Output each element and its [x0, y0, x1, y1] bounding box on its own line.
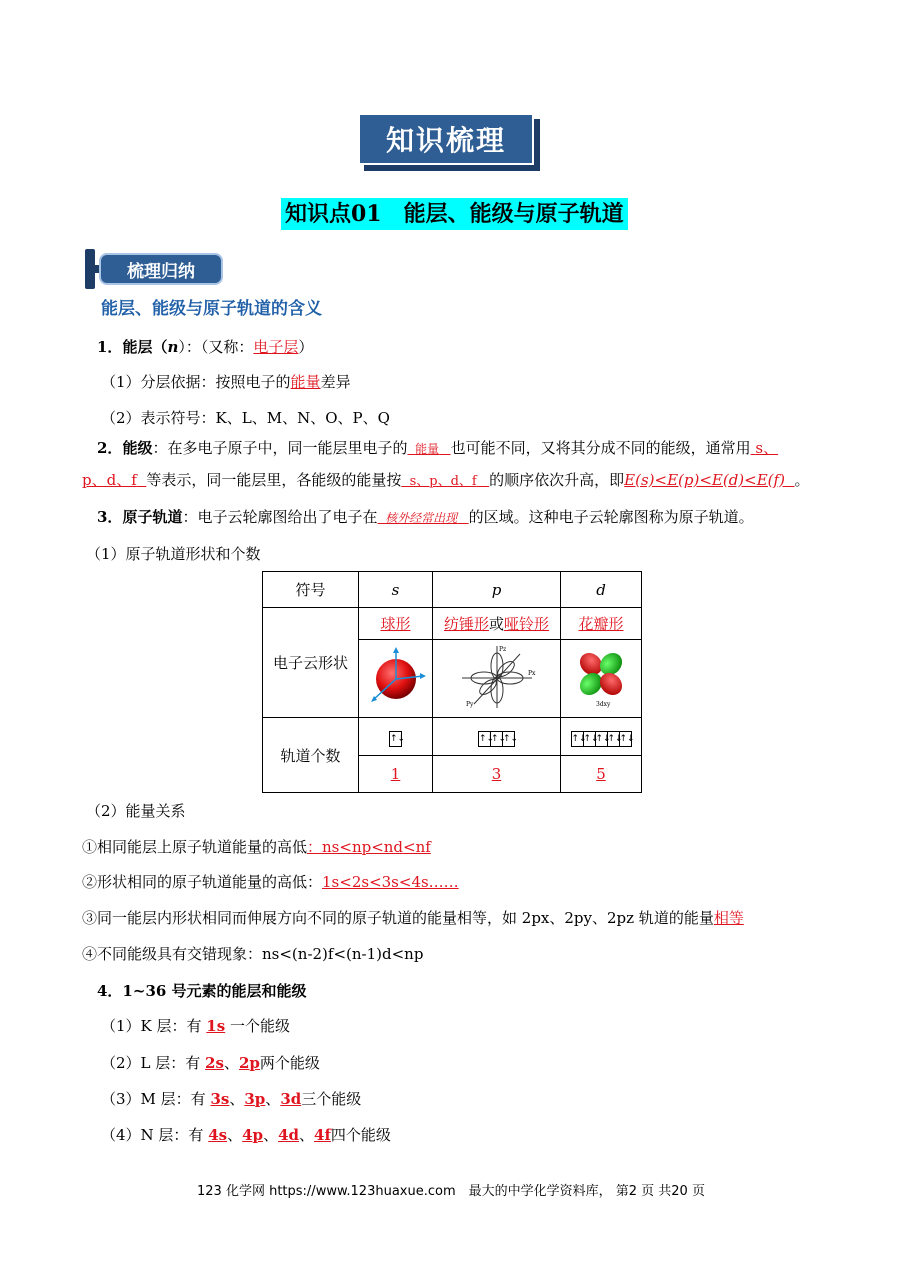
tag-label: 梳理归纳 — [127, 261, 195, 282]
svg-text:3dxy: 3dxy — [596, 700, 611, 708]
svg-text:Pz: Pz — [498, 645, 506, 653]
section-4-title: 4．1~36 号元素的能层和能级 — [97, 982, 307, 1000]
row-shape-label: 电子云形状 — [263, 608, 359, 718]
energy-rule-3: ③同一能层内形状相同而伸展方向不同的原子轨道的能量相等，如 2px、2py、2pz 轨道的能量相等 — [82, 909, 744, 927]
energy-rule-4: ④不同能级具有交错现象：ns<(n-2)f<(n-1)d<np — [82, 945, 424, 963]
section-2-line-1: 2．能级：在多电子原子中，同一能层里电子的 能量 也可能不同，又将其分成不同的能级，通常用 s、 — [97, 439, 779, 457]
header-p: p — [433, 572, 561, 608]
l-shell-line: （2）L 层：有 2s、2p两个能级 — [101, 1054, 320, 1072]
section-3-line: 3．原子轨道：电子云轮廓图给出了电子在 核外经常出现 的区域。这种电子云轮廓图称为原子轨道。 — [97, 508, 754, 526]
count-s: 1 — [390, 765, 401, 783]
count-d: 5 — [596, 765, 606, 783]
orbital-table: 符号 s p d 电子云形状 球形 纺锤形或哑铃形 花瓣形 Pz Px Py 3dxy 轨道个数 ↑↓ ↑↓ ↑↓ ↑↓ ↑↓ ↑↓ ↑↓ ↑↓ ↑↓ 1 3 5 — [262, 571, 642, 793]
svg-text:Py: Py — [465, 700, 473, 708]
knowledge-point-title: 知识点01 能层、能级与原子轨道 — [281, 198, 628, 230]
section-2-line-2: p、d、f 等表示，同一能层里，各能级的能量按 s、p、d、f 的顺序依次升高，即E(s)<E(p)<E(d)<E(f) 。 — [82, 471, 810, 489]
n-shell-line: （4）N 层：有 4s、4p、4d、4f四个能级 — [101, 1126, 391, 1144]
answer-electron-shell: 电子层 — [253, 338, 299, 356]
section-1b-line: （2）表示符号：K、L、M、N、O、P、Q — [101, 409, 390, 427]
subheading: 能层、能级与原子轨道的含义 — [101, 299, 322, 319]
count-p: 3 — [491, 765, 502, 783]
section-banner — [358, 113, 540, 169]
d-orbital-image — [561, 640, 642, 718]
row-count-label: 轨道个数 — [263, 718, 359, 793]
page-footer: 123 化学网 https://www.123huaxue.com 最大的中学化学资料库， 第2 页 共20 页 — [197, 1184, 705, 1199]
m-shell-line: （3）M 层：有 3s、3p、3d三个能级 — [101, 1090, 362, 1108]
energy-rule-1: ①相同能层上原子轨道能量的高低：ns<np<nd<nf — [82, 838, 431, 856]
section-1a-line: （1）分层依据：按照电子的能量差异 — [101, 373, 351, 391]
d-orbital-boxes: ↑↓ ↑↓ ↑↓ ↑↓ ↑↓ — [561, 718, 642, 756]
header-d: d — [561, 572, 642, 608]
section-1-line: 1．能层（n）：（又称：电子层） — [97, 338, 314, 356]
summary-tag — [85, 249, 225, 289]
s-orbital-image — [359, 640, 433, 718]
p-orbital-boxes: ↑↓ ↑↓ ↑↓ — [433, 718, 561, 756]
s-orbital-boxes: ↑↓ — [359, 718, 433, 756]
header-s: s — [359, 572, 433, 608]
svg-text:Px: Px — [527, 669, 535, 677]
shape-s: 球形 — [380, 615, 411, 633]
k-shell-line: （1）K 层：有 1s 一个能级 — [101, 1017, 290, 1035]
header-symbol: 符号 — [263, 572, 359, 608]
p-orbital-image — [433, 640, 561, 718]
section-3a-line: （1）原子轨道形状和个数 — [86, 545, 261, 563]
banner-title: 知识梳理 — [385, 124, 506, 157]
shape-d: 花瓣形 — [578, 615, 624, 633]
section-3b-line: （2）能量关系 — [86, 802, 186, 820]
energy-rule-2: ②形状相同的原子轨道能量的高低：1s<2s<3s<4s…… — [82, 873, 459, 891]
